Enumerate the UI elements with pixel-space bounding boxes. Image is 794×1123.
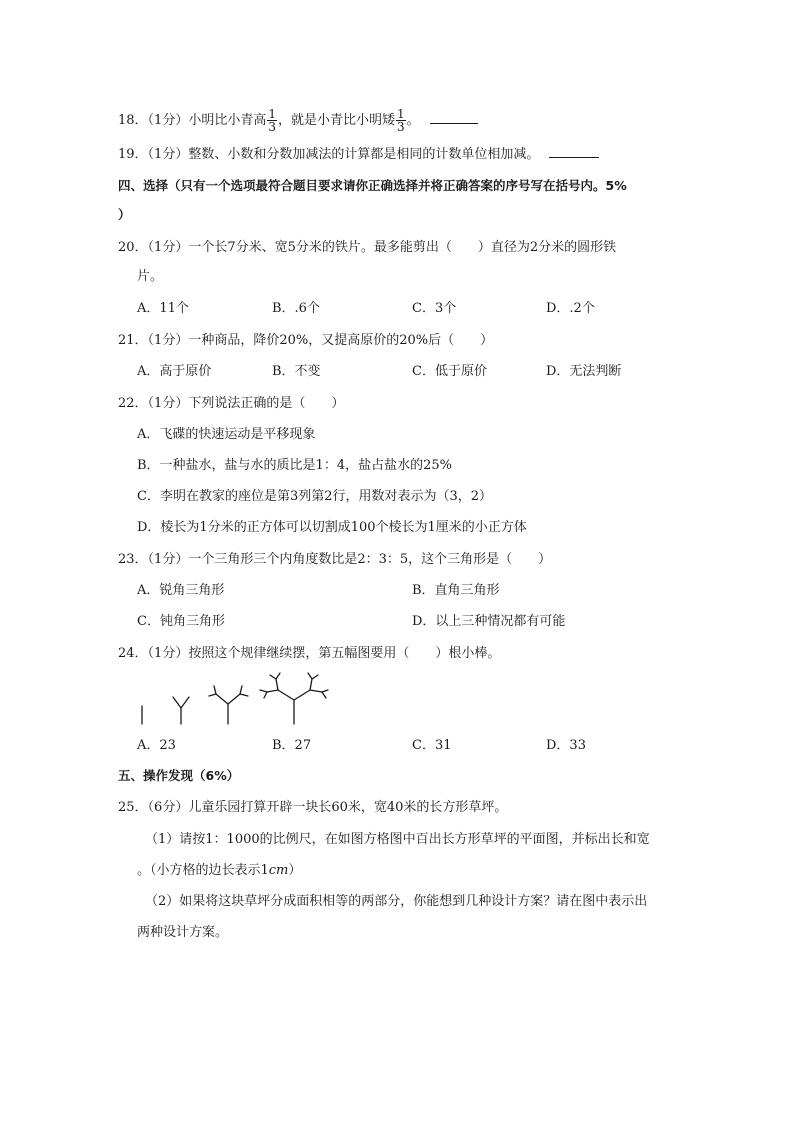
q18-fraction-2: $\frac{1}{3}$	[396, 107, 405, 134]
q23-option-d[interactable]: D．以上三种情况都有可能	[412, 614, 566, 629]
q21-option-b[interactable]: B．不变	[272, 364, 321, 379]
section-4-heading: 四、选择（只有一个选项最符合题目要求请你正确选择并将正确答案的序号写在括号内。5%	[118, 178, 627, 193]
q21-option-a[interactable]: A．高于原价	[137, 364, 212, 379]
q18-prefix: 18．（1分）小明比小青高	[118, 113, 267, 128]
q18-answer-blank[interactable]	[430, 111, 478, 124]
q24-option-b[interactable]: B．27	[272, 738, 312, 753]
section-5-heading: 五、操作发现（6%）	[118, 768, 240, 783]
q21-option-d[interactable]: D．无法判断	[546, 364, 622, 379]
q18-middle: ，就是小青比小明矮	[277, 113, 395, 128]
q19-answer-blank[interactable]	[549, 145, 599, 158]
q22-option-c[interactable]: C．李明在教家的座位是第3列第2行，用数对表示为（3，2）	[137, 489, 493, 504]
q25-part-1: （1）请按1：1000的比例尺，在如图方格图中百出长方形草坪的平面图，并标出长和宽	[145, 832, 650, 847]
q25-part-2-continued: 两种设计方案。	[137, 925, 229, 940]
q25-part-2: （2）如果将这块草坪分成面积相等的两部分，你能想到几种设计方案？请在图中表示出	[145, 894, 648, 909]
q24-option-d[interactable]: D．33	[546, 738, 586, 753]
stick-pattern-figure	[130, 670, 340, 730]
q20-option-a[interactable]: A．11个	[137, 301, 189, 316]
q23-option-a[interactable]: A．锐角三角形	[137, 583, 225, 598]
stick-figure-2	[173, 697, 189, 724]
q18-fraction-1: $\frac{1}{3}$	[268, 107, 276, 134]
question-25: 25．（6分）儿童乐园打算开辟一块长60米，宽40米的长方形草坪。	[118, 800, 508, 815]
question-20: 20．（1分）一个长7分米、宽5分米的铁片。最多能剪出（ ）直径为2分米的圆形铁	[118, 240, 617, 255]
stick-figure-3	[209, 686, 248, 724]
q20-option-c[interactable]: C．3个	[412, 301, 457, 316]
section-4-heading-close: ）	[118, 207, 131, 222]
q24-option-c[interactable]: C．31	[412, 738, 452, 753]
q22-option-b[interactable]: B．一种盐水，盐与水的质比是1：4，盐占盐水的25%	[137, 458, 452, 473]
stick-figure-4	[260, 673, 328, 724]
q20-option-b[interactable]: B．.6个	[272, 301, 320, 316]
question-21: 21．（1分）一种商品，降价20%，又提高原价的20%后（ ）	[118, 333, 494, 348]
q22-option-a[interactable]: A．飞碟的快速运动是平移现象	[137, 427, 316, 442]
q23-option-c[interactable]: C．钝角三角形	[137, 614, 225, 629]
q24-option-a[interactable]: A．23	[137, 738, 176, 753]
question-19	[118, 145, 599, 164]
question-24: 24．（1分）按照这个规律继续摆，第五幅图要用（ ）根小棒。	[118, 646, 501, 661]
q22-option-d[interactable]: D．棱长为1分米的正方体可以切割成100个棱长为1厘米的小正方体	[137, 520, 527, 535]
q23-option-b[interactable]: B．直角三角形	[412, 583, 500, 598]
question-18	[118, 108, 478, 133]
q21-option-c[interactable]: C．低于原价	[412, 364, 487, 379]
q25-part-1-continued: 。（小方格的边长表示1cm）	[137, 863, 302, 878]
question-23: 23．（1分）一个三角形三个内角度数比是2：3：5，这个三角形是（ ）	[118, 552, 552, 567]
question-20-continued: 片。	[137, 269, 164, 284]
question-22: 22．（1分）下列说法正确的是（ ）	[118, 396, 345, 411]
q20-option-d[interactable]: D．.2个	[546, 301, 595, 316]
q19-text: 19．（1分）整数、小数和分数加减法的计算都是相同的计数单位相加减。	[118, 147, 540, 162]
q18-suffix: 。	[406, 113, 420, 128]
